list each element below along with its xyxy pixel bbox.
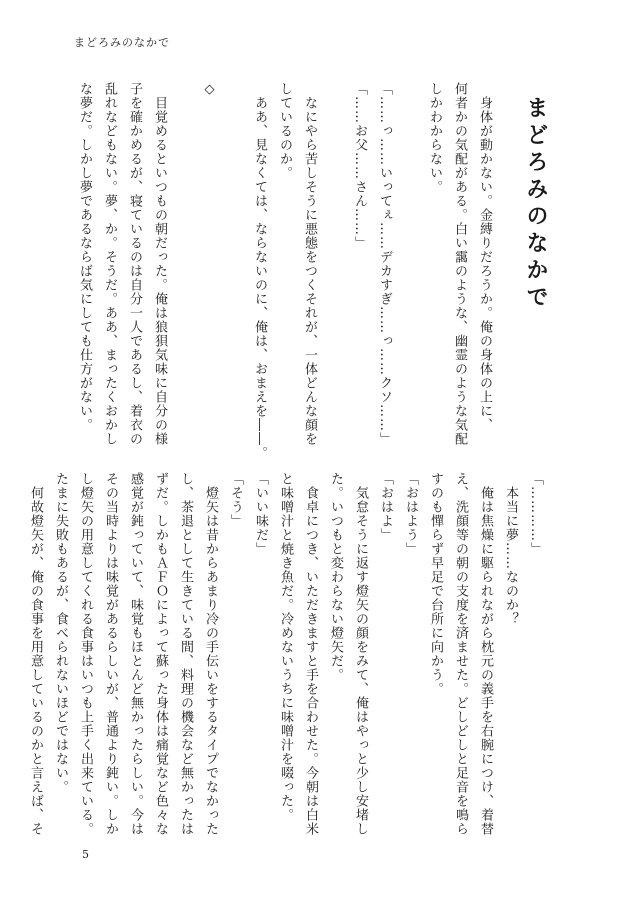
- text-line: たまに失敗もあるが、食べられないほどではない。: [53, 472, 68, 794]
- text-line: [322, 82, 347, 434]
- text-line: な夢だ。しかし夢であるならば気にしても仕方がない。: [77, 82, 92, 432]
- text-line: 食卓につき、いただきますと手を合わせた。今朝は白米: [303, 472, 318, 836]
- text-line: し、茶退として生きている間、料理の機会など無かったは: [178, 472, 193, 836]
- text-line: 感覚が鈍っていて、味覚もほとんど無かったらしい。今は: [128, 472, 143, 836]
- running-head: まどろみのなかで: [74, 36, 170, 49]
- text-line: と味噌汁と焼き魚だ。冷めないうちに味噌汁を啜った。: [278, 472, 293, 822]
- text-line: 本当に夢……なのか？: [503, 472, 518, 626]
- text-line: し燈矢の用意してくれる食事はいつも上手く出来ている。: [78, 472, 93, 836]
- text-line: [172, 82, 197, 434]
- text-line: 気怠そうに返す燈矢の顔をみて、俺はやっと少し安堵し: [353, 472, 368, 836]
- text-line: ああ、見なくては、ならないのに、俺は、おまえを――。: [252, 82, 267, 460]
- text-line: その当時よりは味覚があるらしいが、普通より鈍い。しか: [103, 472, 118, 836]
- text-line: 何者かの気配がある。白い靄のような、幽霊のような気配: [452, 82, 467, 446]
- text-line: 「……っ……いってぇ……デカすぎ……っ……クソ……」: [377, 82, 392, 446]
- text-line: 子を確かめるが、寝ているのは自分一人であるし、着衣の: [127, 82, 142, 446]
- upper-body: [72, 82, 497, 460]
- lower-body: [23, 472, 548, 836]
- text-line: 「いい味だ」: [253, 472, 268, 556]
- lower-text-band: [28, 472, 548, 836]
- text-line: 「……お父……さん……」: [352, 82, 367, 250]
- text-line: 「おはよ」: [378, 472, 393, 542]
- text-line: 目覚めるといつもの朝だった。俺は狼狽気味に自分の様: [152, 82, 167, 446]
- text-line: 乱れなどもない。夢、か。そうだ。ああ、まったくおかし: [102, 82, 117, 446]
- text-line: すのも憚らず早足で台所に向かう。: [428, 472, 443, 696]
- text-line: 「…………」: [528, 472, 543, 556]
- text-line: 身体が動かない。金縛りだろうか。俺の身体の上に、: [477, 82, 492, 432]
- text-line: しかわからない。: [427, 82, 442, 194]
- upper-text-band: [68, 82, 549, 460]
- text-line: ずだ。しかもＡＦＯによって蘇った身体は痛覚など色々な: [153, 472, 168, 836]
- text-line: 俺は焦燥に駆られながら枕元の義手を右腕につけ、着替: [478, 472, 493, 836]
- text-line: しているのか。: [277, 82, 292, 180]
- text-line: 「おはよう」: [403, 472, 418, 556]
- text-line: ◇: [202, 82, 217, 98]
- page-number: 5: [82, 848, 89, 861]
- text-line: た。いつもと変わらない燈矢だ。: [328, 472, 343, 682]
- text-line: 燈矢は昔からあまり冷の手伝いをするタイプでなかった: [203, 472, 218, 836]
- text-line: え、洗顔等の朝の支度を済ませた。どしどしと足音を鳴ら: [453, 472, 468, 836]
- text-line: 「そう」: [228, 472, 243, 528]
- text-line: [222, 82, 247, 434]
- text-line: [397, 82, 422, 434]
- chapter-title: まどろみのなかで: [523, 96, 549, 312]
- text-line: 何故燈矢が、俺の食事を用意しているのかと言えば、そ: [28, 472, 43, 836]
- text-line: なにやら苦しそうに悪態をつくそれが、一体どんな顔を: [302, 82, 317, 446]
